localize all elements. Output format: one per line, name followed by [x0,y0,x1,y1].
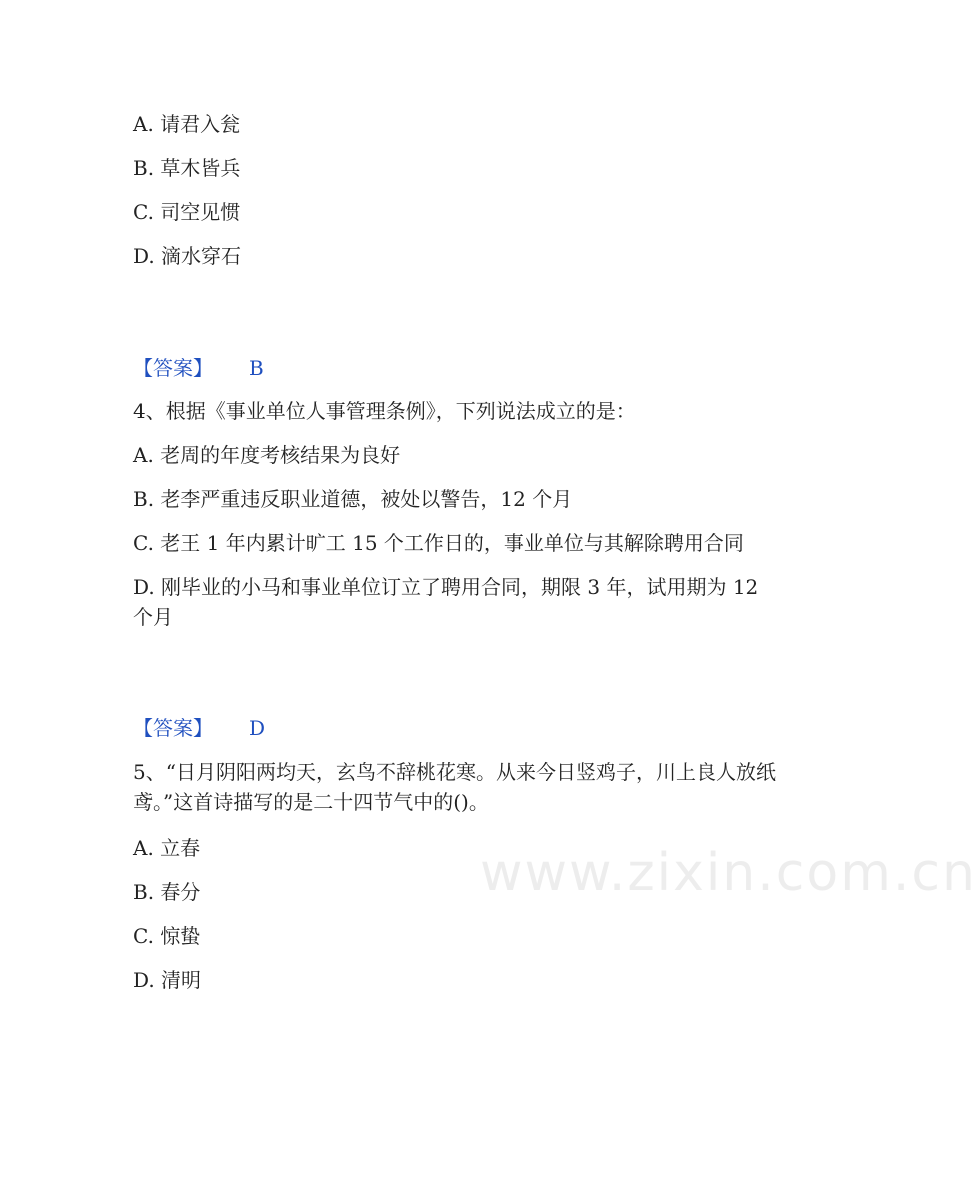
q5-option-a: A. 立春 [133,836,201,860]
q4-option-b: B. 老李严重违反职业道德，被处以警告，12 个月 [133,487,573,511]
q5-option-b: B. 春分 [133,880,201,904]
q4-option-c: C. 老王 1 年内累计旷工 15 个工作日的，事业单位与其解除聘用合同 [133,531,744,555]
answer-label: 【答案】 [133,716,213,740]
answer-value: D [249,716,266,740]
watermark: www.zixin.com.cn [480,843,977,903]
q5-option-d: D. 清明 [133,968,202,992]
q4-option-d: D. 刚毕业的小马和事业单位订立了聘用合同，期限 3 年，试用期为 12 个月 [133,575,759,629]
q3-answer [133,356,264,380]
q4-option-a: A. 老周的年度考核结果为良好 [133,443,401,467]
q5-option-c: C. 惊蛰 [133,924,201,948]
answer-label: 【答案】 [133,356,213,380]
answer-value: B [249,356,264,380]
q3-option-a: A. 请君入瓮 [133,112,241,136]
q4-answer [133,716,265,740]
q3-option-c: C. 司空见惯 [133,200,241,224]
q4-stem: 4、根据《事业单位人事管理条例》，下列说法成立的是： [133,399,636,423]
q5-stem: 5、“日月阴阳两均天，玄鸟不辞桃花寒。从来今日竖鸡子，川上良人放纸鸢。”这首诗描写的是二十四节气中的()。 [133,760,776,814]
q3-option-b: B. 草木皆兵 [133,156,241,180]
q3-option-d: D. 滴水穿石 [133,244,242,268]
